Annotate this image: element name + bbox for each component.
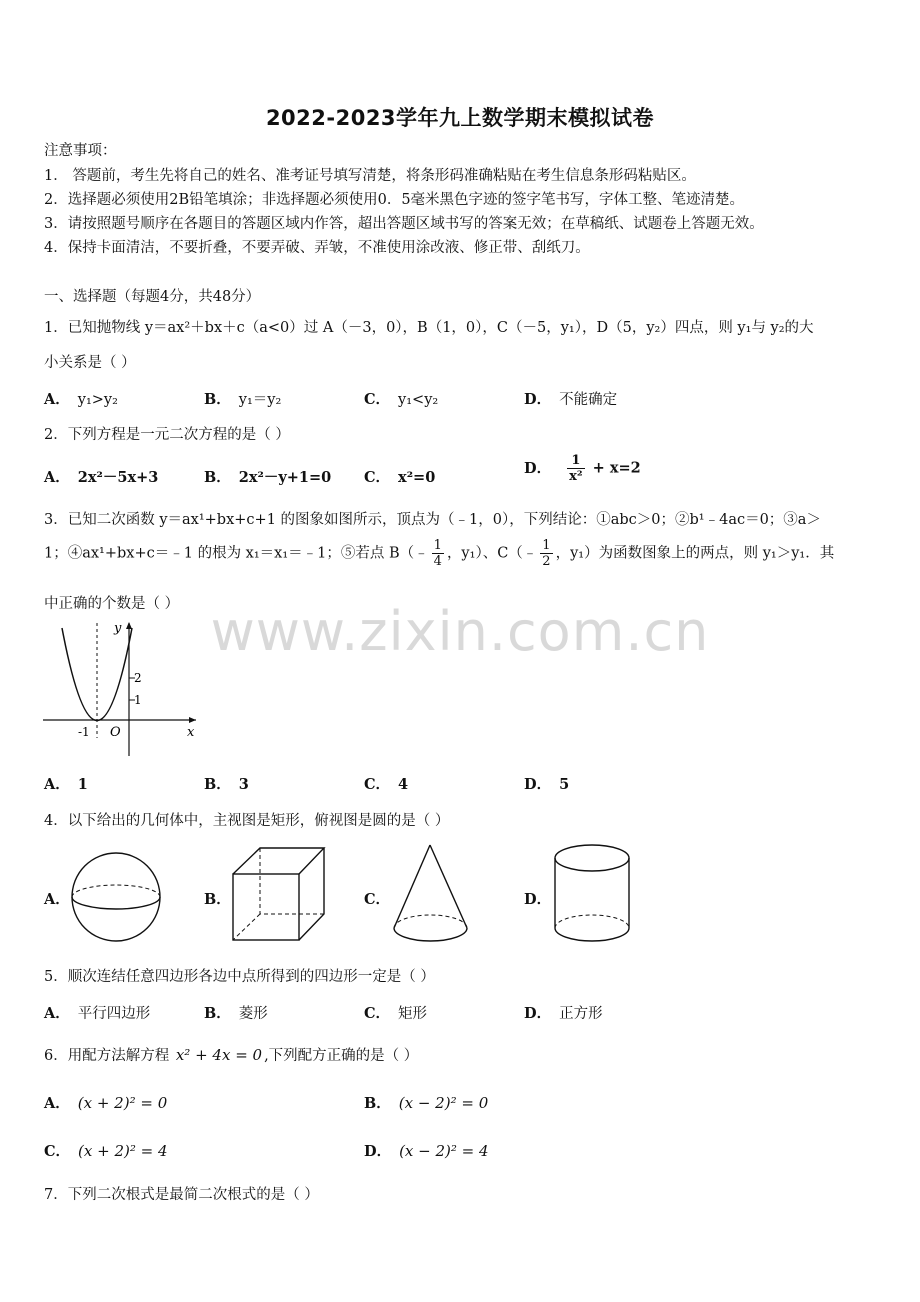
q1-stem-cont: 小关系是（ ） [44,355,136,371]
q2-option-b[interactable]: B． 2x²－y+1=0 [204,469,332,486]
y-axis-label: y [114,621,122,636]
q2-option-c[interactable]: C． x²=0 [364,469,436,486]
q2-stem: 2．下列方程是一元二次方程的是（ ） [44,427,290,443]
q3-option-a[interactable]: A． 1 [44,776,88,793]
q3-option-b[interactable]: B． 3 [204,776,249,793]
q3-stem-end: 中正确的个数是（ ） [44,596,180,612]
q1-option-b[interactable]: B． y₁＝y₂ [204,391,282,408]
y-tick-label: 2 [134,671,142,685]
q6-option-d[interactable]: D． (x − 2)² = 4 [364,1142,489,1160]
q6-option-a[interactable]: A． (x + 2)² = 0 [44,1094,168,1112]
q4-option-b[interactable]: B． [204,891,231,908]
q5-option-b[interactable]: B． 菱形 [204,1005,268,1022]
origin-label: O [110,725,121,740]
q3-option-c[interactable]: C． 4 [364,776,409,793]
q1-option-a[interactable]: A． y₁>y₂ [44,391,118,408]
notes-heading: 注意事项： [44,143,117,159]
y-tick-label: 1 [134,693,142,707]
q5-option-c[interactable]: C． 矩形 [364,1005,428,1022]
q1-option-c[interactable]: C． y₁<y₂ [364,391,439,408]
section-heading: 一、选择题（每题4分，共48分） [44,289,261,305]
fraction: $\frac{1}{\text{x²}}$ [569,453,583,484]
q6-option-c[interactable]: C． (x + 2)² = 4 [44,1142,168,1160]
q4-option-d[interactable]: D． [524,891,552,908]
q1-stem: 1．已知抛物线 y＝ax²＋bx＋c（a<0）过 A（－3，0），B（1，0），C（－5，y₁），D（5，y₂）四点，则 y₁与 y₂的大 [44,320,814,336]
note-item: 2．选择题必须使用2B铅笔填涂；非选择题必须使用0．5毫米黑色字迹的签字笔书写，字体工整、笔迹清楚。 [44,192,745,208]
q2-option-d[interactable]: D． $\frac{1}{\text{x²}}$ + x=2 [524,453,641,484]
q1-option-d[interactable]: D． 不能确定 [524,391,618,408]
q3-stem: 3．已知二次函数 y＝ax¹+bx+c+1 的图象如图所示，顶点为（﹣1，0），下列结论：①abc＞0；②b¹﹣4ac＝0；③a＞ [44,512,821,528]
q3-stem-cont: 1；④ax¹+bx+c＝﹣1 的根为 x₁＝x₁＝﹣1；⑤若点 B（﹣ $\frac{1}{4}$ ，y₁）、C（﹣ $\frac{1}{2}$ ，y₁）为函数图象上的两点，则 y₁＞y₁．其 [44,538,835,569]
q5-stem: 5．顺次连结任意四边形各边中点所得到的四边形一定是（ ） [44,969,435,985]
q6-option-b[interactable]: B． (x − 2)² = 0 [364,1094,489,1112]
sphere-icon [70,853,165,943]
parabola-graph [40,618,205,758]
q4-option-a[interactable]: A． [44,891,70,908]
note-item: 4．保持卡面清洁，不要折叠，不要弄破、弄皱，不准使用涂改液、修正带、刮纸刀。 [44,240,590,256]
x-tick-label: -1 [78,725,90,739]
watermark: www.zixin.com.cn [210,600,710,663]
q5-option-a[interactable]: A． 平行四边形 [44,1005,151,1022]
page-title: 2022-2023学年九上数学期末模拟试卷 [265,106,655,130]
x-axis-label: x [187,725,195,740]
note-item: 3．请按照题号顺序在各题目的答题区域内作答，超出答题区域书写的答案无效；在草稿纸、试题卷上答题无效。 [44,216,764,232]
q3-option-d[interactable]: D． 5 [524,776,570,793]
q4-option-c[interactable]: C． [364,891,391,908]
q4-stem: 4．以下给出的几何体中，主视图是矩形，俯视图是圆的是（ ） [44,813,450,829]
equation: x² + 4x = 0 [175,1046,263,1064]
cube-icon [230,845,325,945]
q6-stem: 6．用配方法解方程 x² + 4x = 0 ,下列配方正确的是（ ） [44,1046,419,1064]
q7-stem: 7．下列二次根式是最简二次根式的是（ ） [44,1187,319,1203]
q2-option-a[interactable]: A． 2x²－5x+3 [44,469,159,486]
cone-icon [390,843,475,945]
q5-option-d[interactable]: D． 正方形 [524,1005,603,1022]
cylinder-icon [552,843,634,945]
note-item: 1． 答题前，考生先将自己的姓名、准考证号填写清楚，将条形码准确粘贴在考生信息条形码粘贴区。 [44,168,696,184]
